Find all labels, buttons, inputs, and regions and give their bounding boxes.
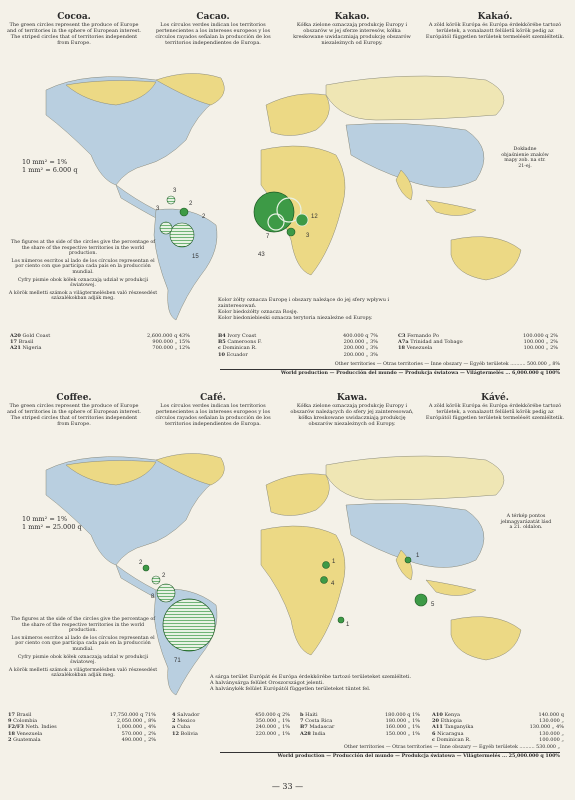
label-7: 7	[266, 234, 270, 240]
table-row: A10 Kenya 140.000 q	[432, 712, 564, 718]
table-row: B7 Madascar 160.000 „ 1%	[300, 724, 420, 731]
title-kakao: Kakao.	[334, 12, 370, 22]
map-legend-top-3: Kolor biedoniebieski oznacza terytoria niezależne od Europy.	[218, 315, 373, 321]
russia-shape	[326, 76, 504, 120]
table-row: B5 Cameroons F. 200.000 „ 3%	[218, 339, 378, 346]
circle-india	[405, 557, 411, 563]
scale-bottom	[22, 515, 82, 531]
label-2b: 2	[189, 201, 193, 207]
circle-neth-indies	[415, 594, 427, 606]
header-hu	[425, 12, 565, 40]
circle-brasil	[170, 223, 194, 247]
label-1b: 1	[346, 622, 350, 628]
table-row: B4 Ivory Coast 400.000 q 7%	[218, 333, 378, 339]
header-pl	[288, 12, 416, 46]
table-row: 6 Nicaragua 130.000 „	[432, 730, 564, 737]
table-row: 10 Ecuador 200.000 „ 3%	[218, 351, 378, 358]
side-note-top-en: The figures at the side of the circles give the percentage of the share of the respective territories in the world production.	[10, 240, 156, 257]
other-bottom: Other territories — Otras territories — Inne obszary — Egyéb területek .......... 530.000 „	[343, 745, 560, 750]
side-note-top-pl: Cyfry pismie obok kółek oznaczają udział w produkcji światowej.	[17, 277, 149, 289]
header-pl-b	[288, 393, 416, 427]
text-kakao: Kółka zielone oznaczają produkcję Europy i obszarów w jej sferze interesów, kółka kreskowane uwidaczniają produkcję obszarów niezależnych od Europy.	[293, 22, 411, 46]
title-kakao-hu: Kakaó.	[477, 12, 513, 22]
side-note-top	[8, 240, 158, 302]
side-note-bottom	[8, 617, 158, 679]
side-note-bottom-es: Los números escritos al lado de los círculos representan el por ciento con que participa cada país en la producción mundial.	[11, 635, 155, 652]
circle-ecuador	[160, 222, 172, 234]
header-en	[6, 12, 142, 46]
header-es-b	[148, 393, 278, 427]
note-right-bottom: A térkép pontos jelmagyarázatát lásd a 21. oldalon.	[500, 514, 552, 531]
text-cocoa: The green circles represent the produce of Europe and of territories in the sphere of European interest. The striped circles that of territories independent from Europe.	[7, 22, 141, 46]
header-hu-b	[425, 393, 565, 421]
label-1a: 1	[416, 553, 420, 559]
table-row: C3 Fernando Po 100.000 q 2%	[398, 333, 558, 339]
title-cafe: Café.	[200, 393, 226, 403]
scale-top-line1: 10 mm² = 1%	[22, 158, 68, 166]
side-note-top-hu: A körök melletti számok a világtermelésben való részesedést százalékokban adják meg.	[8, 290, 158, 302]
title-cacao: Cacao.	[196, 12, 230, 22]
text-kave: A zöld körök Európa és Európa érdekkörébe tartozó területek, a vonalazott felületű körök pedig az Európától független területek termelését szemléltetik.	[425, 403, 565, 421]
circle-trinidad	[180, 208, 188, 216]
text-coffee: The green circles represent the produce of Europe and of territories in the sphere of European interest. The striped circles that of territories independent from Europe.	[7, 403, 141, 427]
table-bottom-col4	[432, 712, 564, 743]
label-3b: 3	[156, 206, 160, 212]
table-row: 18 Venezuela 100.000 „ 2%	[398, 345, 558, 352]
table-row: b Haiti 180.000 q 1%	[300, 712, 420, 718]
label-15: 15	[192, 254, 199, 260]
label-43: 43	[258, 252, 265, 258]
circle-madagascar	[338, 617, 344, 623]
table-row: A11 Tanganyika 130.000 „ 4%	[432, 724, 564, 731]
label-3c: 3	[173, 188, 177, 194]
label-4: 4	[331, 581, 335, 587]
table-row: A20 Gold Coast 2,600.000 q 43%	[10, 333, 190, 339]
table-row: 4 Salvador 450.000 q 2%	[172, 712, 290, 718]
table-row: 17 Brasil 17,750.000 q 71%	[8, 712, 156, 718]
scale-bottom-line1: 10 mm² = 1%	[22, 515, 68, 523]
table-row: 18 Venezuela 570.000 „ 2%	[8, 730, 156, 737]
map-legend-top-1: Kolor żółty oznacza Europę i obszary należące do jej sfery wpływu i zainteresowań.	[218, 297, 390, 309]
table-bottom-col2	[172, 712, 290, 737]
circle-brasil-coffee	[163, 599, 215, 651]
table-row: 2 Guatemala 490.000 „ 2%	[8, 736, 156, 743]
table-top-col3	[398, 333, 558, 352]
table-row: 7 Costa Rica 180.000 „ 1%	[300, 718, 420, 725]
table-row: 9 Colombia 2,050.000 „ 8%	[8, 718, 156, 725]
title-cocoa: Cocoa.	[57, 12, 91, 22]
circle-guatemala	[143, 565, 149, 571]
side-note-top-es: Los números escritos al lado de los círculos representan el por ciento con que participa cada país en la producción mundial.	[11, 258, 155, 275]
label-2: 2	[202, 214, 206, 220]
side-note-bottom-pl: Cyfry pismie obok kółek oznaczają udział w produkcji światowej.	[17, 654, 149, 666]
note-right-top: Dokładne objaśnienie znaków mapy zob. na str. 21-ej.	[501, 147, 549, 169]
title-kawa: Kawa.	[336, 393, 368, 403]
title-coffee: Coffee.	[56, 393, 92, 403]
circle-fernando-po	[287, 228, 295, 236]
header-en-b	[6, 393, 142, 427]
scale-top	[22, 158, 78, 174]
table-bottom-col1	[8, 712, 156, 743]
circle-cameroons	[296, 214, 308, 226]
page-number: — 33 —	[271, 782, 304, 791]
map-legend-top-2: Kolor biedożółty oznacza Rosję.	[218, 309, 299, 315]
map-legend-top	[218, 297, 418, 321]
label-71: 71	[174, 658, 181, 664]
table-row: c Dominican R. 100.000 „	[432, 736, 564, 743]
map-legend-bottom	[210, 674, 420, 692]
map-legend-bottom-3: A halványkék felület Európától független területeket tüntet fel.	[210, 686, 371, 692]
label-8: 8	[151, 594, 155, 600]
circle-dominican	[167, 196, 175, 204]
table-row: 20 Ethiopia 130.000 „	[432, 718, 564, 725]
header-es	[148, 12, 278, 46]
label-1c: 1	[332, 559, 336, 565]
label-3a: 3	[306, 233, 310, 239]
label-2a: 2	[162, 573, 166, 579]
label-2b: 2	[139, 560, 143, 566]
map-legend-bottom-1: A sárga terület Európát és Európa érdekkörébe tartozó területeket szemlélteti.	[210, 674, 412, 680]
circle-colombia	[157, 584, 175, 602]
circle-kenya	[321, 577, 328, 584]
text-kakao-hu: A zöld körök Európa és Európa érdekkörébe tartozó területek, a vonalazott felületű körök pedig az Európától független területek termelését szemléltetik.	[425, 22, 565, 40]
map-legend-bottom-2: A halványsárga felület Oroszországot jelenti.	[210, 680, 324, 686]
circle-ethiopia	[323, 562, 330, 569]
text-cafe: Los círculos verdes indican los territorios pertenecientes a los intereses europeos y los círculos rayados señalan la producción de los territorios independientes de Europa.	[155, 403, 271, 427]
label-12: 12	[311, 214, 318, 220]
circle-venezuela	[152, 576, 160, 584]
table-row: A7a Trinidad and Tobago 100.000 „ 2%	[398, 339, 558, 346]
world-top: World production — Producción del mundo — Produkcja światowa — Világtermelés ... 6,000.000 q 100%	[280, 370, 560, 376]
table-row: c Dominican R. 200.000 „ 3%	[218, 345, 378, 352]
text-cacao: Los círculos verdes indican los territorios pertenecientes a los intereses europeos y los círculos rayados señalan la producción de los territorios independientes de Europa.	[155, 22, 271, 46]
other-top: Other territories — Otras territories — Inne obszary — Egyéb területek .......... 500.000 „ 8%	[334, 362, 560, 367]
russia-shape	[326, 456, 504, 500]
table-row: F2/F3 Neth. Indies 1,000.000 „ 4%	[8, 724, 156, 731]
table-top-col2	[218, 333, 378, 358]
scale-top-line2: 1 mm² = 6.000 q	[22, 166, 78, 174]
table-row: A21 Nigeria 700.000 „ 12%	[10, 345, 190, 352]
world-bottom: World production — Producción del mundo — Produkcja światowa — Világtermelés ... 25,000.000 q 100%	[277, 753, 560, 759]
label-5: 5	[431, 602, 435, 608]
table-top-col1	[10, 333, 190, 352]
scale-bottom-line2: 1 mm² = 25.000 q	[22, 523, 82, 531]
table-row: a Cuba 240.000 „ 1%	[172, 724, 290, 731]
text-kawa: Kółka zielone oznaczają produkcję Europy i obszarów należących do sfery jej zainteresowań, kółka kreskowane uwidaczniają produkcję obszarów niezależnych od Europy.	[290, 403, 414, 427]
title-kave: Kávé.	[481, 393, 509, 403]
table-row: 17 Brasil 900.000 „ 15%	[10, 339, 190, 346]
side-note-bottom-hu: A körök melletti számok a világtermelésben való részesedést százalékokban adják meg.	[8, 667, 158, 679]
side-note-bottom-en: The figures at the side of the circles give the percentage of the share of the respective territories in the world production.	[10, 617, 156, 634]
table-row: A28 India 150.000 „ 1%	[300, 730, 420, 737]
table-row: 12 Bolivia 220.000 „ 1%	[172, 730, 290, 737]
table-bottom-col3	[300, 712, 420, 737]
table-row: 2 Mexico 350.000 „ 1%	[172, 718, 290, 725]
